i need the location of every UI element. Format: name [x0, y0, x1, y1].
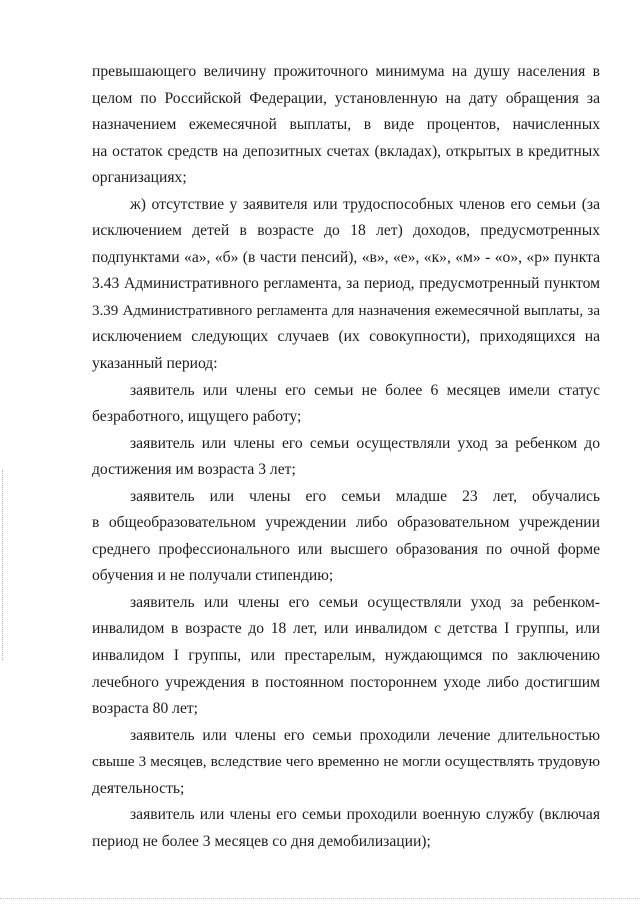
text-line: инвалидом I группы, или престарелым, нуждающимся по заключению — [92, 647, 600, 665]
text-line: заявитель или члены его семьи младше 23 лет, обучались — [130, 487, 600, 505]
text-line: достижения им возраста 3 лет; — [92, 461, 296, 479]
text-line: заявитель или члены его семьи проходили военную службу (включая — [130, 806, 600, 824]
text-line: превышающего величину прожиточного минимума на душу населения в — [92, 63, 600, 80]
text-line: лечебного учреждения в постоянном постороннем уходе либо достигшим — [92, 673, 600, 691]
text-line: на остаток средств на депозитных счетах (вкладах), открытых в кредитных — [92, 142, 600, 160]
text-line: обучения и не получали стипендию; — [92, 567, 334, 585]
text-line: исключением детей в возрасте до 18 лет) доходов, предусмотренных — [92, 222, 600, 240]
text-line: в общеобразовательном учреждении либо образовательном учреждении — [92, 514, 600, 532]
scan-left-edge — [2, 470, 4, 660]
text-line: заявитель или члены его семьи не более 6 месяцев имели статус — [130, 381, 600, 399]
text-line: 3.39 Административного регламента для назначения ежемесячной выплаты, за — [92, 302, 600, 319]
text-line: указанный период: — [92, 355, 218, 373]
text-line: деятельность; — [92, 779, 185, 797]
text-line: 3.43 Административного регламента, за период, предусмотренный пунктом — [92, 275, 600, 293]
text-line: заявитель или члены его семьи осуществляли уход за ребенком до — [130, 434, 600, 452]
document-body — [92, 59, 600, 855]
text-line: подпунктами «а», «б» (в части пенсий), «в», «е», «к», «м» - «о», «р» пункта — [92, 248, 600, 266]
text-line: назначением ежемесячной выплаты, в виде процентов, начисленных — [92, 116, 600, 134]
scan-bottom-edge — [0, 898, 640, 899]
text-line: целом по Российской Федерации, установленную на дату обращения за — [92, 89, 600, 107]
text-line: ж) отсутствие у заявителя или трудоспособных членов его семьи (за — [130, 195, 600, 213]
text-line: инвалидом в возрасте до 18 лет, или инвалидом с детства I группы, или — [92, 620, 600, 638]
text-line: период не более 3 месяцев со дня демобилизации); — [92, 832, 431, 850]
text-line: исключением следующих случаев (их совокупности), приходящихся на — [92, 328, 600, 346]
text-line: организациях; — [92, 169, 187, 187]
text-line: заявитель или члены его семьи проходили лечение длительностью — [130, 726, 600, 744]
text-line: свыше 3 месяцев, вследствие чего временно не могли осуществлять трудовую — [92, 753, 600, 771]
text-line: среднего профессионального или высшего образования по очной форме — [92, 540, 600, 558]
text-line: возраста 80 лет; — [92, 700, 199, 718]
text-line: безработного, ищущего работу; — [92, 408, 302, 426]
text-line: заявитель или члены его семьи осуществляли уход за ребенком- — [130, 593, 600, 611]
